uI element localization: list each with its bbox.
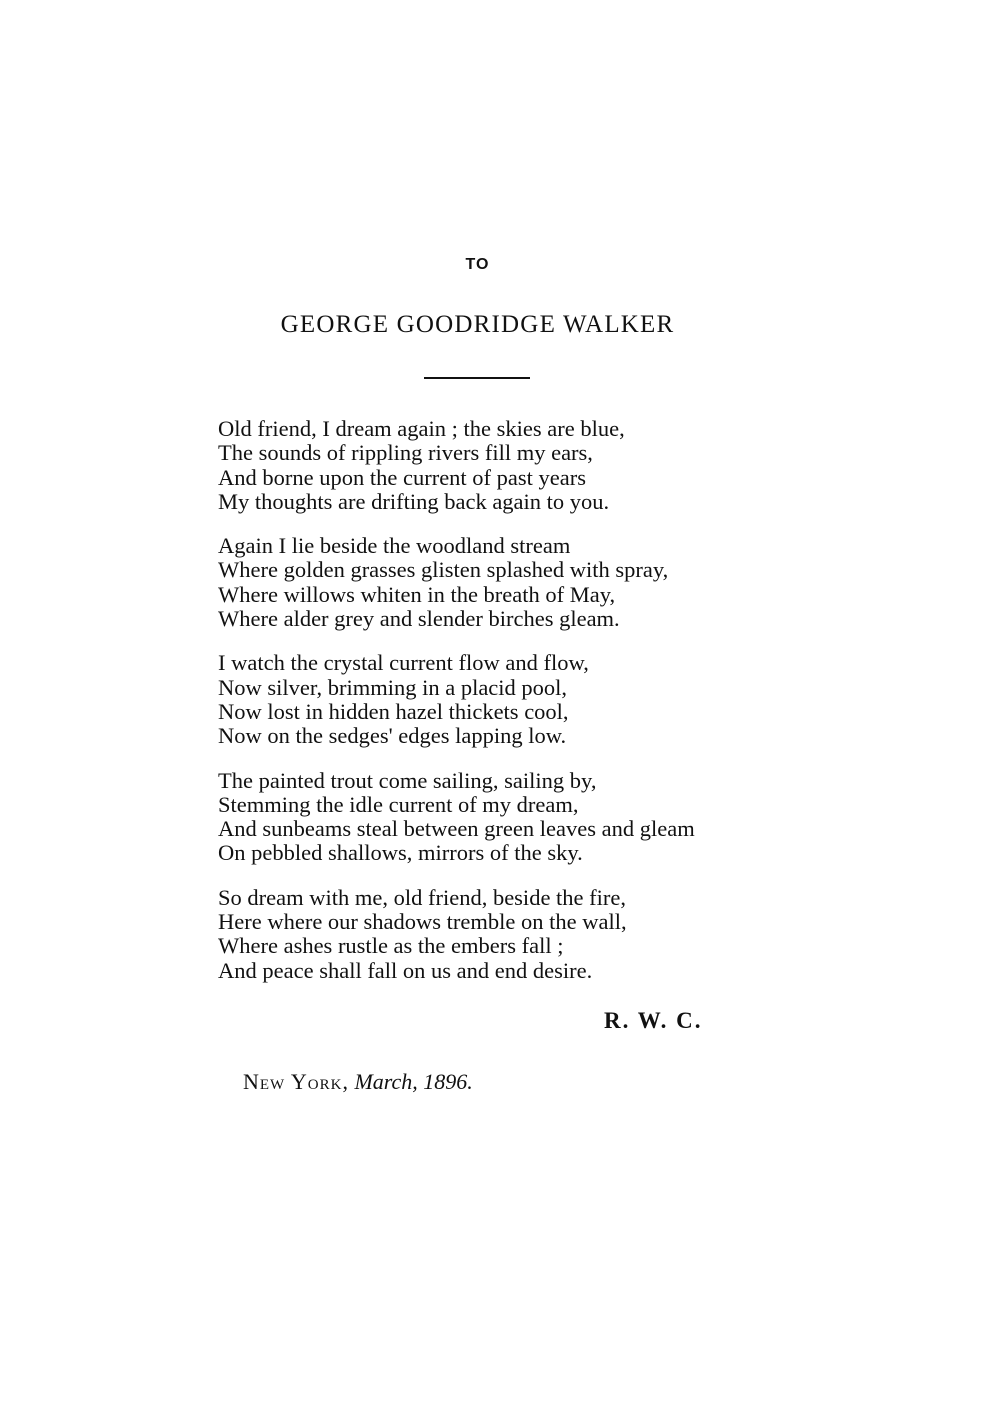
poem-line: Where willows whiten in the breath of May, (218, 581, 616, 607)
divider-rule (424, 377, 530, 379)
poem-line: Now lost in hidden hazel thickets cool, (218, 698, 569, 724)
stanza (218, 651, 858, 748)
poem-line: Here where our shadows tremble on the wall, (218, 909, 627, 935)
stanza (218, 769, 858, 866)
poem-line: Where alder grey and slender birches gleam. (218, 606, 620, 632)
poem-line: Now silver, brimming in a placid pool, (218, 674, 568, 700)
stanza (218, 417, 858, 514)
stanza (218, 886, 858, 983)
poem-line: Where ashes rustle as the embers fall ; (218, 933, 564, 959)
stanza (218, 534, 858, 631)
poem-line: My thoughts are drifting back again to you. (218, 488, 610, 514)
poem-line: On pebbled shallows, mirrors of the sky. (218, 840, 583, 866)
place: New York, (243, 1069, 349, 1094)
poem-line: The painted trout come sailing, sailing by, (218, 767, 597, 793)
poem-line: The sounds of rippling rivers fill my ears, (218, 440, 593, 466)
poem-line: I watch the crystal current flow and flow, (218, 650, 589, 676)
poem-line: Old friend, I dream again ; the skies are blue, (218, 416, 625, 441)
poem-line: Again I lie beside the woodland stream (218, 533, 571, 559)
dedicatee-name: GEORGE GOODRIDGE WALKER (280, 311, 675, 338)
author-initials: R. W. C. (604, 1008, 703, 1033)
place-date (243, 1069, 473, 1095)
poem-line: And peace shall fall on us and end desire. (218, 957, 593, 983)
poem-line: Where golden grasses glisten splashed with spray, (218, 557, 669, 583)
poem-line: And sunbeams steal between green leaves and gleam (218, 816, 695, 842)
date: March, 1896. (354, 1069, 473, 1094)
poem-line: And borne upon the current of past years (218, 464, 587, 490)
poem-line: Stemming the idle current of my dream, (218, 791, 579, 817)
poem (218, 417, 858, 1003)
poem-line: Now on the sedges' edges lapping low. (218, 723, 567, 749)
dedication-to: TO (465, 256, 490, 273)
poem-line: So dream with me, old friend, beside the fire, (218, 884, 627, 910)
